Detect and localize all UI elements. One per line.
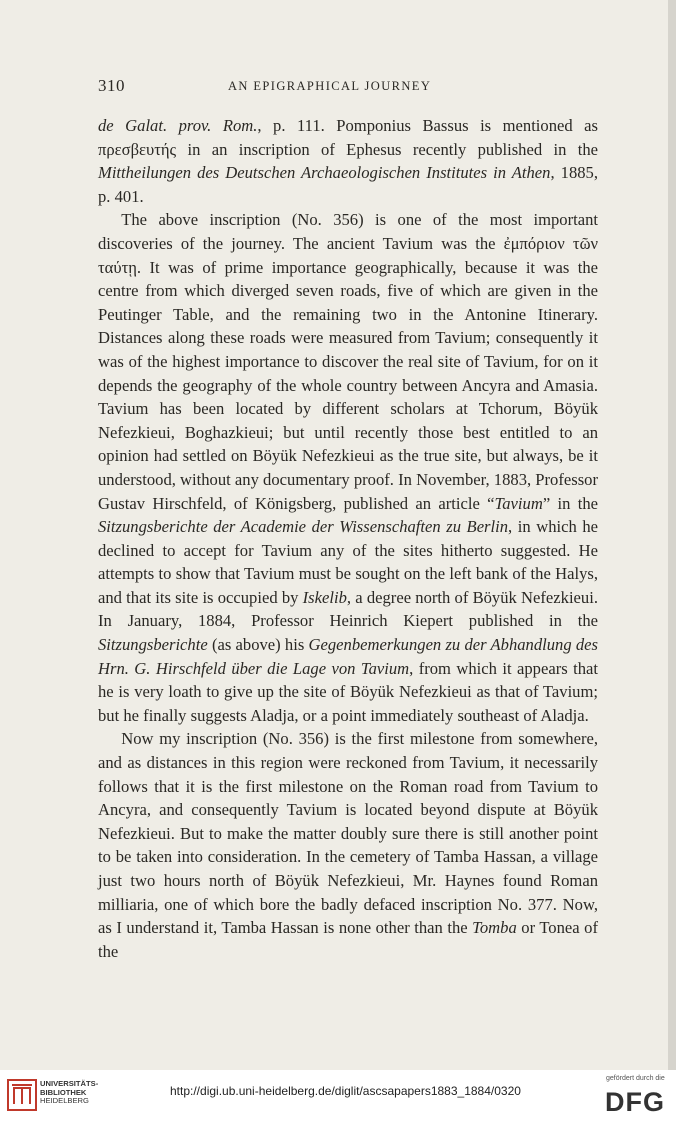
paragraph: de Galat. prov. Rom., p. 111. Pomponius Bassus is mentioned as πρεσβευτής in an inscription of Ephesus recently published in the Mittheilungen des Deutschen Archaeologischen Institutes in Athen, 1885, p. 401. (98, 116, 598, 206)
running-title: AN EPIGRAPHICAL JOURNEY (228, 79, 432, 93)
body-text (98, 114, 598, 963)
funding-note: gefördert durch die (606, 1075, 665, 1082)
page-edge (668, 0, 676, 1070)
paragraph: Now my inscription (No. 356) is the first milestone from somewhere, and as distances in this region were reckoned from Tavium, it necessarily follows that it is the first milestone on the Roman road from Tavium to Ancyra, and consequently Tavium is located beyond dispute at Böyük Nefezkieui. But to make the matter doubly sure there is still another point to be taken into consideration. In the cemetery of Tamba Hassan, a village just two hours north of Böyük Nefezkieui, Mr. Haynes found Roman milliaria, one of which bore the badly defaced inscription No. 377. Now, as I understand it, Tamba Hassan is none other than the Tomba or Tonea of the (98, 729, 598, 961)
source-url-link[interactable]: http://digi.ub.uni-heidelberg.de/diglit/ascsapapers1883_1884/0320 (170, 1084, 521, 1098)
library-name: UNIVERSITÄTS- BIBLIOTHEK HEIDELBERG (40, 1079, 99, 1106)
dfg-logo: DFG (605, 1087, 665, 1117)
paragraph: The above inscription (No. 356) is one of the most important discoveries of the journey. The ancient Tavium was the ἐμπόριον τῶν ταύτῃ. It was of prime importance geographically, because it was the centre from which diverged seven roads, five of which are given in the Peutinger Table, and the remaining two in the Antonine Itinerary. Distances along these roads were measured from Tavium; consequently it was of the highest importance to discover the real site of Tavium, for on it depends the geography of the whole country between Ancyra and Amasia. Tavium has been located by different scholars at Tchorum, Böyük Nefezkieui, Boghazkieui; but until recently those best entitled to an opinion had settled on Böyük Nefezkieui as the true site, but always, be it understood, without any documentary proof. In November, 1883, Professor Gustav Hirschfeld, of Königsberg, published an article “Tavium” in the Sitzungsberichte der Academie der Wissenschaften zu Berlin, in which he declined to accept for Tavium any of the sites hitherto suggested. He attempts to show that Tavium must be sought on the left bank of the Halys, and that its site is occupied by Iskelib, a degree north of Böyük Nefezkieui. In January, 1884, Professor Heinrich Kiepert published in the Sitzungsberichte (as above) his Gegenbemerkungen zu der Abhandlung des Hrn. G. Hirschfeld über die Lage von Tavium, from which it appears that he is very loath to give up the site of Böyük Nefezkieui as that of Tavium; but he finally suggests Aladja, or a point immediately southeast of Aladja. (98, 210, 598, 725)
library-logo-icon (6, 1078, 38, 1112)
page-number: 310 (98, 76, 125, 95)
digitization-footer (0, 1070, 676, 1121)
